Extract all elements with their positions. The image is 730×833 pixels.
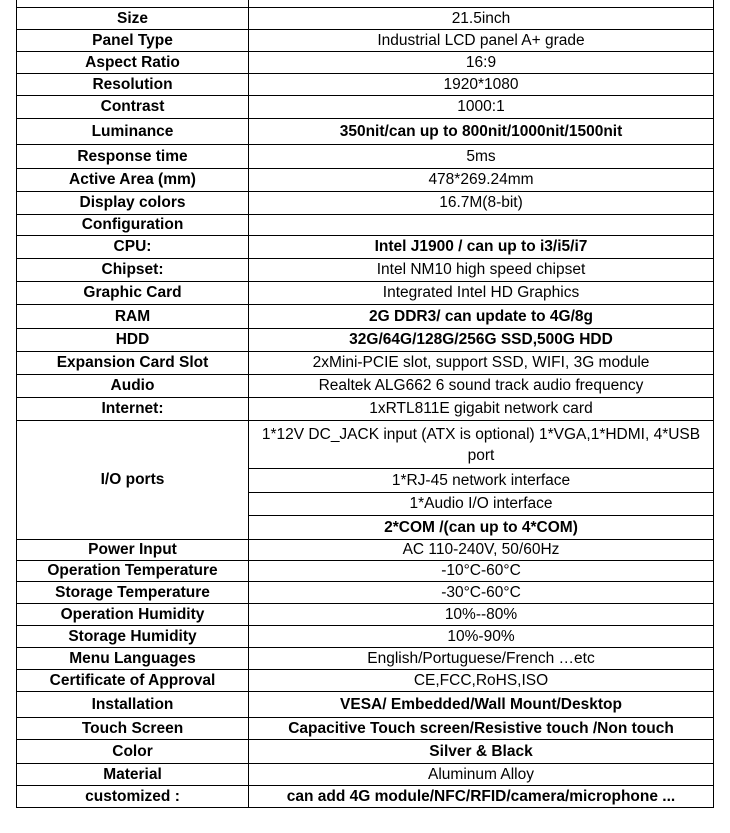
spec-value: Capacitive Touch screen/Resistive touch /Non touch <box>249 718 714 740</box>
table-row <box>17 96 714 119</box>
spec-label <box>17 0 249 8</box>
spec-value: 2xMini-PCIE slot, support SSD, WIFI, 3G module <box>249 352 714 375</box>
spec-value: 2G DDR3/ can update to 4G/8g <box>249 305 714 329</box>
table-row <box>17 740 714 764</box>
spec-value: Intel J1900 / can up to i3/i5/i7 <box>249 236 714 259</box>
spec-label: Power Input <box>17 540 249 561</box>
table-row <box>17 561 714 582</box>
spec-value <box>249 215 714 236</box>
spec-value: VESA/ Embedded/Wall Mount/Desktop <box>249 692 714 718</box>
table-row <box>17 282 714 305</box>
table-row <box>17 648 714 670</box>
spec-label: Luminance <box>17 119 249 145</box>
spec-label: Operation Humidity <box>17 604 249 626</box>
spec-label: Active Area (mm) <box>17 169 249 192</box>
table-row <box>17 786 714 808</box>
spec-value: 1*12V DC_JACK input (ATX is optional) 1*VGA,1*HDMI, 4*USB port <box>249 421 714 469</box>
spec-value: 1*RJ-45 network interface <box>249 469 714 493</box>
spec-value: 2*COM /(can up to 4*COM) <box>249 516 714 540</box>
table-row <box>17 540 714 561</box>
table-row <box>17 604 714 626</box>
table-row <box>17 215 714 236</box>
spec-label: Size <box>17 8 249 30</box>
table-row <box>17 74 714 96</box>
spec-label: RAM <box>17 305 249 329</box>
spec-value: 10%-90% <box>249 626 714 648</box>
spec-value: English/Portuguese/French …etc <box>249 648 714 670</box>
spec-value: 478*269.24mm <box>249 169 714 192</box>
spec-value: 1000:1 <box>249 96 714 119</box>
spec-label: I/O ports <box>17 421 249 540</box>
spec-label: Material <box>17 764 249 786</box>
spec-label: Menu Languages <box>17 648 249 670</box>
spec-label: Touch Screen <box>17 718 249 740</box>
spec-label: Audio <box>17 375 249 398</box>
table-row <box>17 670 714 692</box>
table-row <box>17 259 714 282</box>
spec-value: AC 110-240V, 50/60Hz <box>249 540 714 561</box>
spec-value: 32G/64G/128G/256G SSD,500G HDD <box>249 329 714 352</box>
spec-value: 5ms <box>249 145 714 169</box>
spec-value: 21.5inch <box>249 8 714 30</box>
spec-value: 350nit/can up to 800nit/1000nit/1500nit <box>249 119 714 145</box>
spec-value: can add 4G module/NFC/RFID/camera/microphone ... <box>249 786 714 808</box>
spec-label: Panel Type <box>17 30 249 52</box>
table-row <box>17 8 714 30</box>
table-row <box>17 30 714 52</box>
spec-value: Integrated Intel HD Graphics <box>249 282 714 305</box>
table-row <box>17 398 714 421</box>
spec-label: Storage Temperature <box>17 582 249 604</box>
table-row <box>17 626 714 648</box>
table-row <box>17 764 714 786</box>
table-row <box>17 236 714 259</box>
spec-label: Display colors <box>17 192 249 215</box>
table-row <box>17 329 714 352</box>
spec-value: 1xRTL811E gigabit network card <box>249 398 714 421</box>
table-row <box>17 145 714 169</box>
spec-label: Operation Temperature <box>17 561 249 582</box>
spec-value: CE,FCC,RoHS,ISO <box>249 670 714 692</box>
table-row <box>17 582 714 604</box>
spec-value: Industrial LCD panel A+ grade <box>249 30 714 52</box>
spec-label: Configuration <box>17 215 249 236</box>
spec-label: Resolution <box>17 74 249 96</box>
table-row <box>17 375 714 398</box>
spec-label: CPU: <box>17 236 249 259</box>
spec-label: Aspect Ratio <box>17 52 249 74</box>
table-row <box>17 119 714 145</box>
table-row <box>17 421 714 469</box>
spec-label: customized : <box>17 786 249 808</box>
spec-value: 16:9 <box>249 52 714 74</box>
spec-value: 16.7M(8-bit) <box>249 192 714 215</box>
spec-value: -10°C-60°C <box>249 561 714 582</box>
spec-value: Aluminum Alloy <box>249 764 714 786</box>
spec-label: Installation <box>17 692 249 718</box>
spec-label: Storage Humidity <box>17 626 249 648</box>
table-row <box>17 169 714 192</box>
spec-value: 1920*1080 <box>249 74 714 96</box>
spec-label: Response time <box>17 145 249 169</box>
table-row <box>17 352 714 375</box>
table-row <box>17 192 714 215</box>
table-row <box>17 692 714 718</box>
spec-value: 10%--80% <box>249 604 714 626</box>
table-row <box>17 0 714 8</box>
spec-value: Realtek ALG662 6 sound track audio frequency <box>249 375 714 398</box>
spec-label: Contrast <box>17 96 249 119</box>
spec-value: 1*Audio I/O interface <box>249 493 714 516</box>
spec-label: Expansion Card Slot <box>17 352 249 375</box>
table-row <box>17 52 714 74</box>
spec-label: Graphic Card <box>17 282 249 305</box>
spec-value: -30°C-60°C <box>249 582 714 604</box>
spec-label: Internet: <box>17 398 249 421</box>
table-row <box>17 718 714 740</box>
spec-label: Color <box>17 740 249 764</box>
spec-value: Silver & Black <box>249 740 714 764</box>
spec-value <box>249 0 714 8</box>
spec-value: Intel NM10 high speed chipset <box>249 259 714 282</box>
spec-table <box>16 0 714 808</box>
spec-label: Certificate of Approval <box>17 670 249 692</box>
table-row <box>17 305 714 329</box>
spec-label: HDD <box>17 329 249 352</box>
spec-label: Chipset: <box>17 259 249 282</box>
